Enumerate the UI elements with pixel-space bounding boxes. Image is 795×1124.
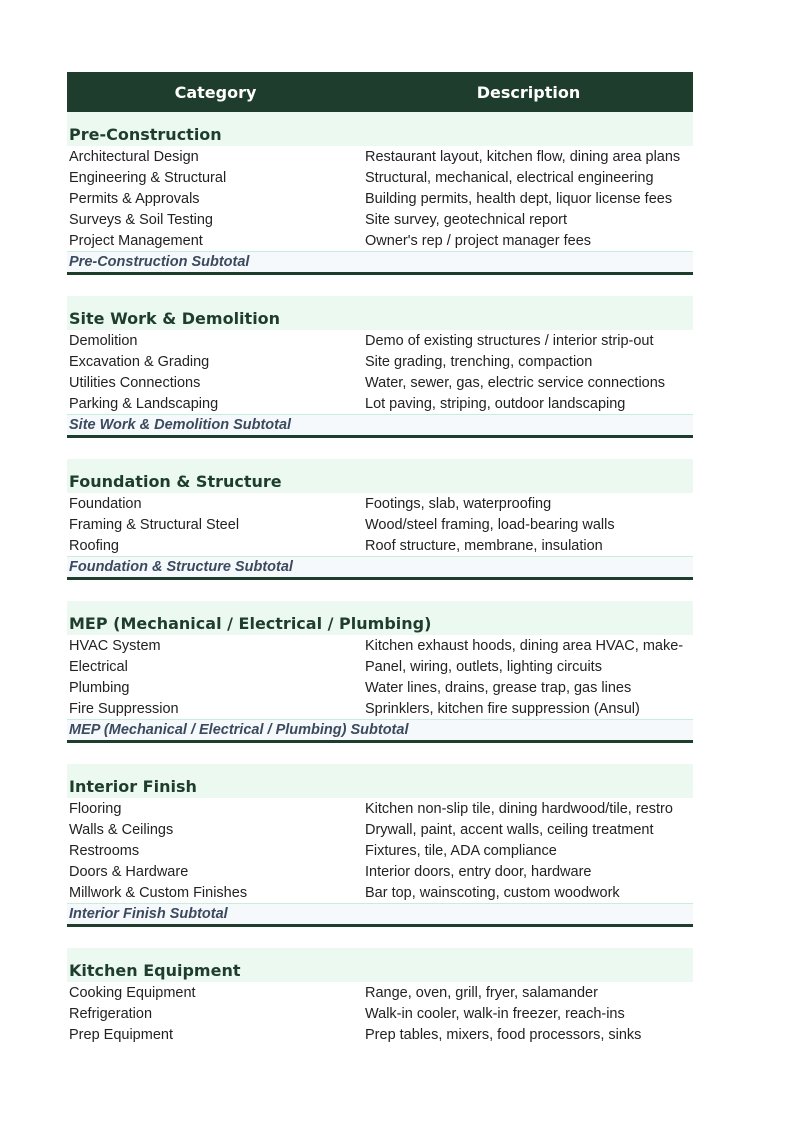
description-cell: Lot paving, striping, outdoor landscaping xyxy=(365,395,626,412)
section-title: Pre-Construction xyxy=(67,112,693,146)
description-cell: Drywall, paint, accent walls, ceiling treatment xyxy=(365,821,654,838)
table-row xyxy=(67,798,693,819)
table-row xyxy=(67,188,693,209)
description-cell: Site survey, geotechnical report xyxy=(365,211,568,228)
description-cell: Building permits, health dept, liquor license fees xyxy=(365,190,673,207)
description-cell: Water, sewer, gas, electric service connections xyxy=(365,374,666,391)
section-title: Interior Finish xyxy=(67,764,693,798)
description-cell: Fixtures, tile, ADA compliance xyxy=(365,842,557,859)
table-header xyxy=(67,72,693,112)
subtotal-row: Interior Finish Subtotal xyxy=(67,903,693,927)
category-cell: Roofing xyxy=(69,537,119,554)
description-cell: Bar top, wainscoting, custom woodwork xyxy=(365,884,620,901)
table-body xyxy=(67,112,693,1045)
table-row xyxy=(67,330,693,351)
category-cell: Fire Suppression xyxy=(69,700,179,717)
description-cell: Interior doors, entry door, hardware xyxy=(365,863,592,880)
category-cell: Millwork & Custom Finishes xyxy=(69,884,248,901)
category-cell: Engineering & Structural xyxy=(69,169,227,186)
subtotal-row: Foundation & Structure Subtotal xyxy=(67,556,693,580)
category-cell: Electrical xyxy=(69,658,128,675)
category-cell: Plumbing xyxy=(69,679,130,696)
category-cell: Doors & Hardware xyxy=(69,863,189,880)
description-cell: Structural, mechanical, electrical engineering xyxy=(365,169,654,186)
table-row xyxy=(67,840,693,861)
subtotal-row: Pre-Construction Subtotal xyxy=(67,251,693,275)
category-cell: Walls & Ceilings xyxy=(69,821,174,838)
description-cell: Sprinklers, kitchen fire suppression (Ansul) xyxy=(365,700,640,717)
section xyxy=(67,296,693,438)
table-row xyxy=(67,635,693,656)
description-cell: Wood/steel framing, load-bearing walls xyxy=(365,516,615,533)
category-cell: Prep Equipment xyxy=(69,1026,173,1043)
category-cell: Demolition xyxy=(69,332,138,349)
category-cell: Project Management xyxy=(69,232,203,249)
section xyxy=(67,601,693,743)
table-row xyxy=(67,656,693,677)
section xyxy=(67,948,693,1045)
description-cell: Range, oven, grill, fryer, salamander xyxy=(365,984,598,1001)
table-row xyxy=(67,677,693,698)
description-cell: Roof structure, membrane, insulation xyxy=(365,537,603,554)
category-cell: Permits & Approvals xyxy=(69,190,200,207)
category-cell: Parking & Landscaping xyxy=(69,395,219,412)
table-row xyxy=(67,393,693,414)
category-cell: HVAC System xyxy=(69,637,161,654)
category-cell: Surveys & Soil Testing xyxy=(69,211,213,228)
table-row xyxy=(67,882,693,903)
subtotal-row: Site Work & Demolition Subtotal xyxy=(67,414,693,438)
description-cell: Footings, slab, waterproofing xyxy=(365,495,552,512)
description-cell: Owner's rep / project manager fees xyxy=(365,232,592,249)
table-row xyxy=(67,514,693,535)
section-title: Site Work & Demolition xyxy=(67,296,693,330)
category-cell: Restrooms xyxy=(69,842,140,859)
table-row xyxy=(67,535,693,556)
category-cell: Foundation xyxy=(69,495,142,512)
table-row xyxy=(67,861,693,882)
category-cell: Architectural Design xyxy=(69,148,199,165)
category-cell: Cooking Equipment xyxy=(69,984,196,1001)
table-row xyxy=(67,351,693,372)
table-row xyxy=(67,493,693,514)
category-cell: Utilities Connections xyxy=(69,374,201,391)
category-cell: Framing & Structural Steel xyxy=(69,516,240,533)
category-cell: Refrigeration xyxy=(69,1005,153,1022)
description-cell: Demo of existing structures / interior strip-out xyxy=(365,332,654,349)
category-cell: Flooring xyxy=(69,800,122,817)
section-title: MEP (Mechanical / Electrical / Plumbing) xyxy=(67,601,693,635)
description-cell: Panel, wiring, outlets, lighting circuits xyxy=(365,658,602,675)
section xyxy=(67,112,693,275)
subtotal-row: MEP (Mechanical / Electrical / Plumbing) Subtotal xyxy=(67,719,693,743)
category-cell: Excavation & Grading xyxy=(69,353,210,370)
category-column-header: Category xyxy=(174,82,257,102)
table-row xyxy=(67,167,693,188)
table-row xyxy=(67,209,693,230)
description-cell: Walk-in cooler, walk-in freezer, reach-ins xyxy=(365,1005,625,1022)
section xyxy=(67,459,693,580)
section-title: Foundation & Structure xyxy=(67,459,693,493)
description-cell: Restaurant layout, kitchen flow, dining area plans xyxy=(365,148,681,165)
section-title: Kitchen Equipment xyxy=(67,948,693,982)
cost-table xyxy=(67,72,693,1045)
table-row xyxy=(67,1003,693,1024)
table-row xyxy=(67,1024,693,1045)
description-cell: Site grading, trenching, compaction xyxy=(365,353,593,370)
table-row xyxy=(67,698,693,719)
section xyxy=(67,764,693,927)
table-row xyxy=(67,819,693,840)
description-cell: Kitchen non-slip tile, dining hardwood/tile, restro xyxy=(365,800,673,817)
description-cell: Prep tables, mixers, food processors, sinks xyxy=(365,1026,642,1043)
table-row xyxy=(67,146,693,167)
description-cell: Water lines, drains, grease trap, gas lines xyxy=(365,679,632,696)
description-cell: Kitchen exhaust hoods, dining area HVAC, make- xyxy=(365,637,684,654)
description-column-header: Description xyxy=(476,82,581,102)
table-row xyxy=(67,982,693,1003)
table-row xyxy=(67,372,693,393)
table-row xyxy=(67,230,693,251)
